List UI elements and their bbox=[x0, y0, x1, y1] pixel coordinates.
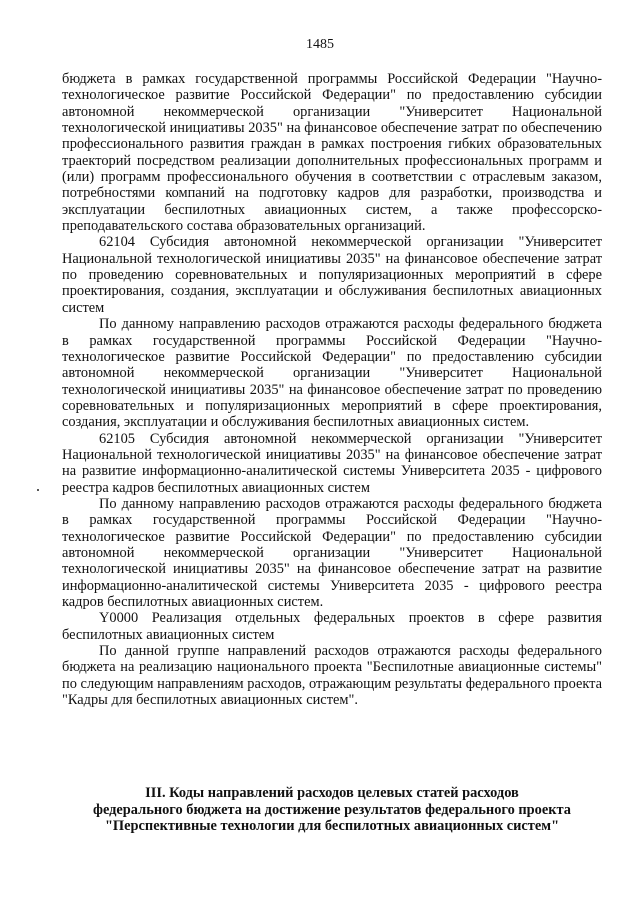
paragraph-code-y0000: Y0000 Реализация отдельных федеральных проектов в сфере развития беспилотных авиационных систем bbox=[62, 610, 602, 643]
section-heading bbox=[62, 785, 602, 835]
paragraph-62105-description: По данному направлению расходов отражаются расходы федерального бюджета в рамках государственной программы Российской Федерации "Научно-технологическое развитие Российской Федерации" по предоставлению субсидии автономной некоммерческой организации "Университет Национальной технологической инициативы 2035" на финансовое обеспечение затрат на развитие информационно-аналитической системы Университета 2035 - цифрового реестра кадров беспилотных авиационных систем. bbox=[62, 495, 602, 610]
margin-mark bbox=[37, 489, 39, 491]
paragraph-code-62105: 62105 Субсидия автономной некоммерческой организации "Университет Национальной технологической инициативы 2035" на финансовое обеспечение затрат на развитие информационно-аналитической системы Университета 2035 - цифрового реестра кадров беспилотных авиационных систем bbox=[62, 430, 602, 496]
section-heading-line-2: федерального бюджета на достижение результатов федерального проекта bbox=[92, 801, 571, 818]
page-number: 1485 bbox=[306, 37, 334, 52]
section-heading-line-3: "Перспективные технологии для беспилотных авиационных систем" bbox=[104, 818, 560, 834]
section-heading-line-1: III. Коды направлений расходов целевых статей расходов bbox=[145, 785, 519, 801]
paragraph-62104-description: По данному направлению расходов отражаются расходы федерального бюджета в рамках государственной программы Российской Федерации "Научно-технологическое развитие Российской Федерации" по предоставлению субсидии автономной некоммерческой организации "Университет Национальной технологической инициативы 2035" на финансовое обеспечение затрат по проведению соревновательных и популяризационных мероприятий в сфере проектирования, создания, эксплуатации и обслуживания беспилотных авиационных систем. bbox=[62, 316, 602, 431]
paragraph-continuation: бюджета в рамках государственной программы Российской Федерации "Научно-технологическое развитие Российской Федерации" по предоставлению субсидии автономной некоммерческой организации "Университет Национальной технологической инициативы 2035" на финансовое обеспечение затрат по обеспечению профессионального развития граждан в рамках построения гибких образовательных траекторий посредством реализации дополнительных профессиональных программ и (или) программ профессионального обучения в соответствии с отраслевым заказом, потребностями компаний на подготовку кадров для разработки, производства и эксплуатации беспилотных авиационных систем, а также профессорско-преподавательского состава образовательных организаций. bbox=[62, 71, 602, 235]
paragraph-code-62104: 62104 Субсидия автономной некоммерческой организации "Университет Национальной технологической инициативы 2035" на финансовое обеспечение затрат по проведению соревновательных и популяризационных мероприятий в сфере проектирования, создания, эксплуатации и обслуживания беспилотных авиационных систем bbox=[62, 234, 602, 316]
body-text bbox=[62, 71, 602, 708]
paragraph-y0000-description: По данной группе направлений расходов отражаются расходы федерального бюджета на реализацию национального проекта "Беспилотные авиационные системы" по следующим направлениям расходов, отражающим результаты федерального проекта "Кадры для беспилотных авиационных систем". bbox=[62, 643, 602, 709]
